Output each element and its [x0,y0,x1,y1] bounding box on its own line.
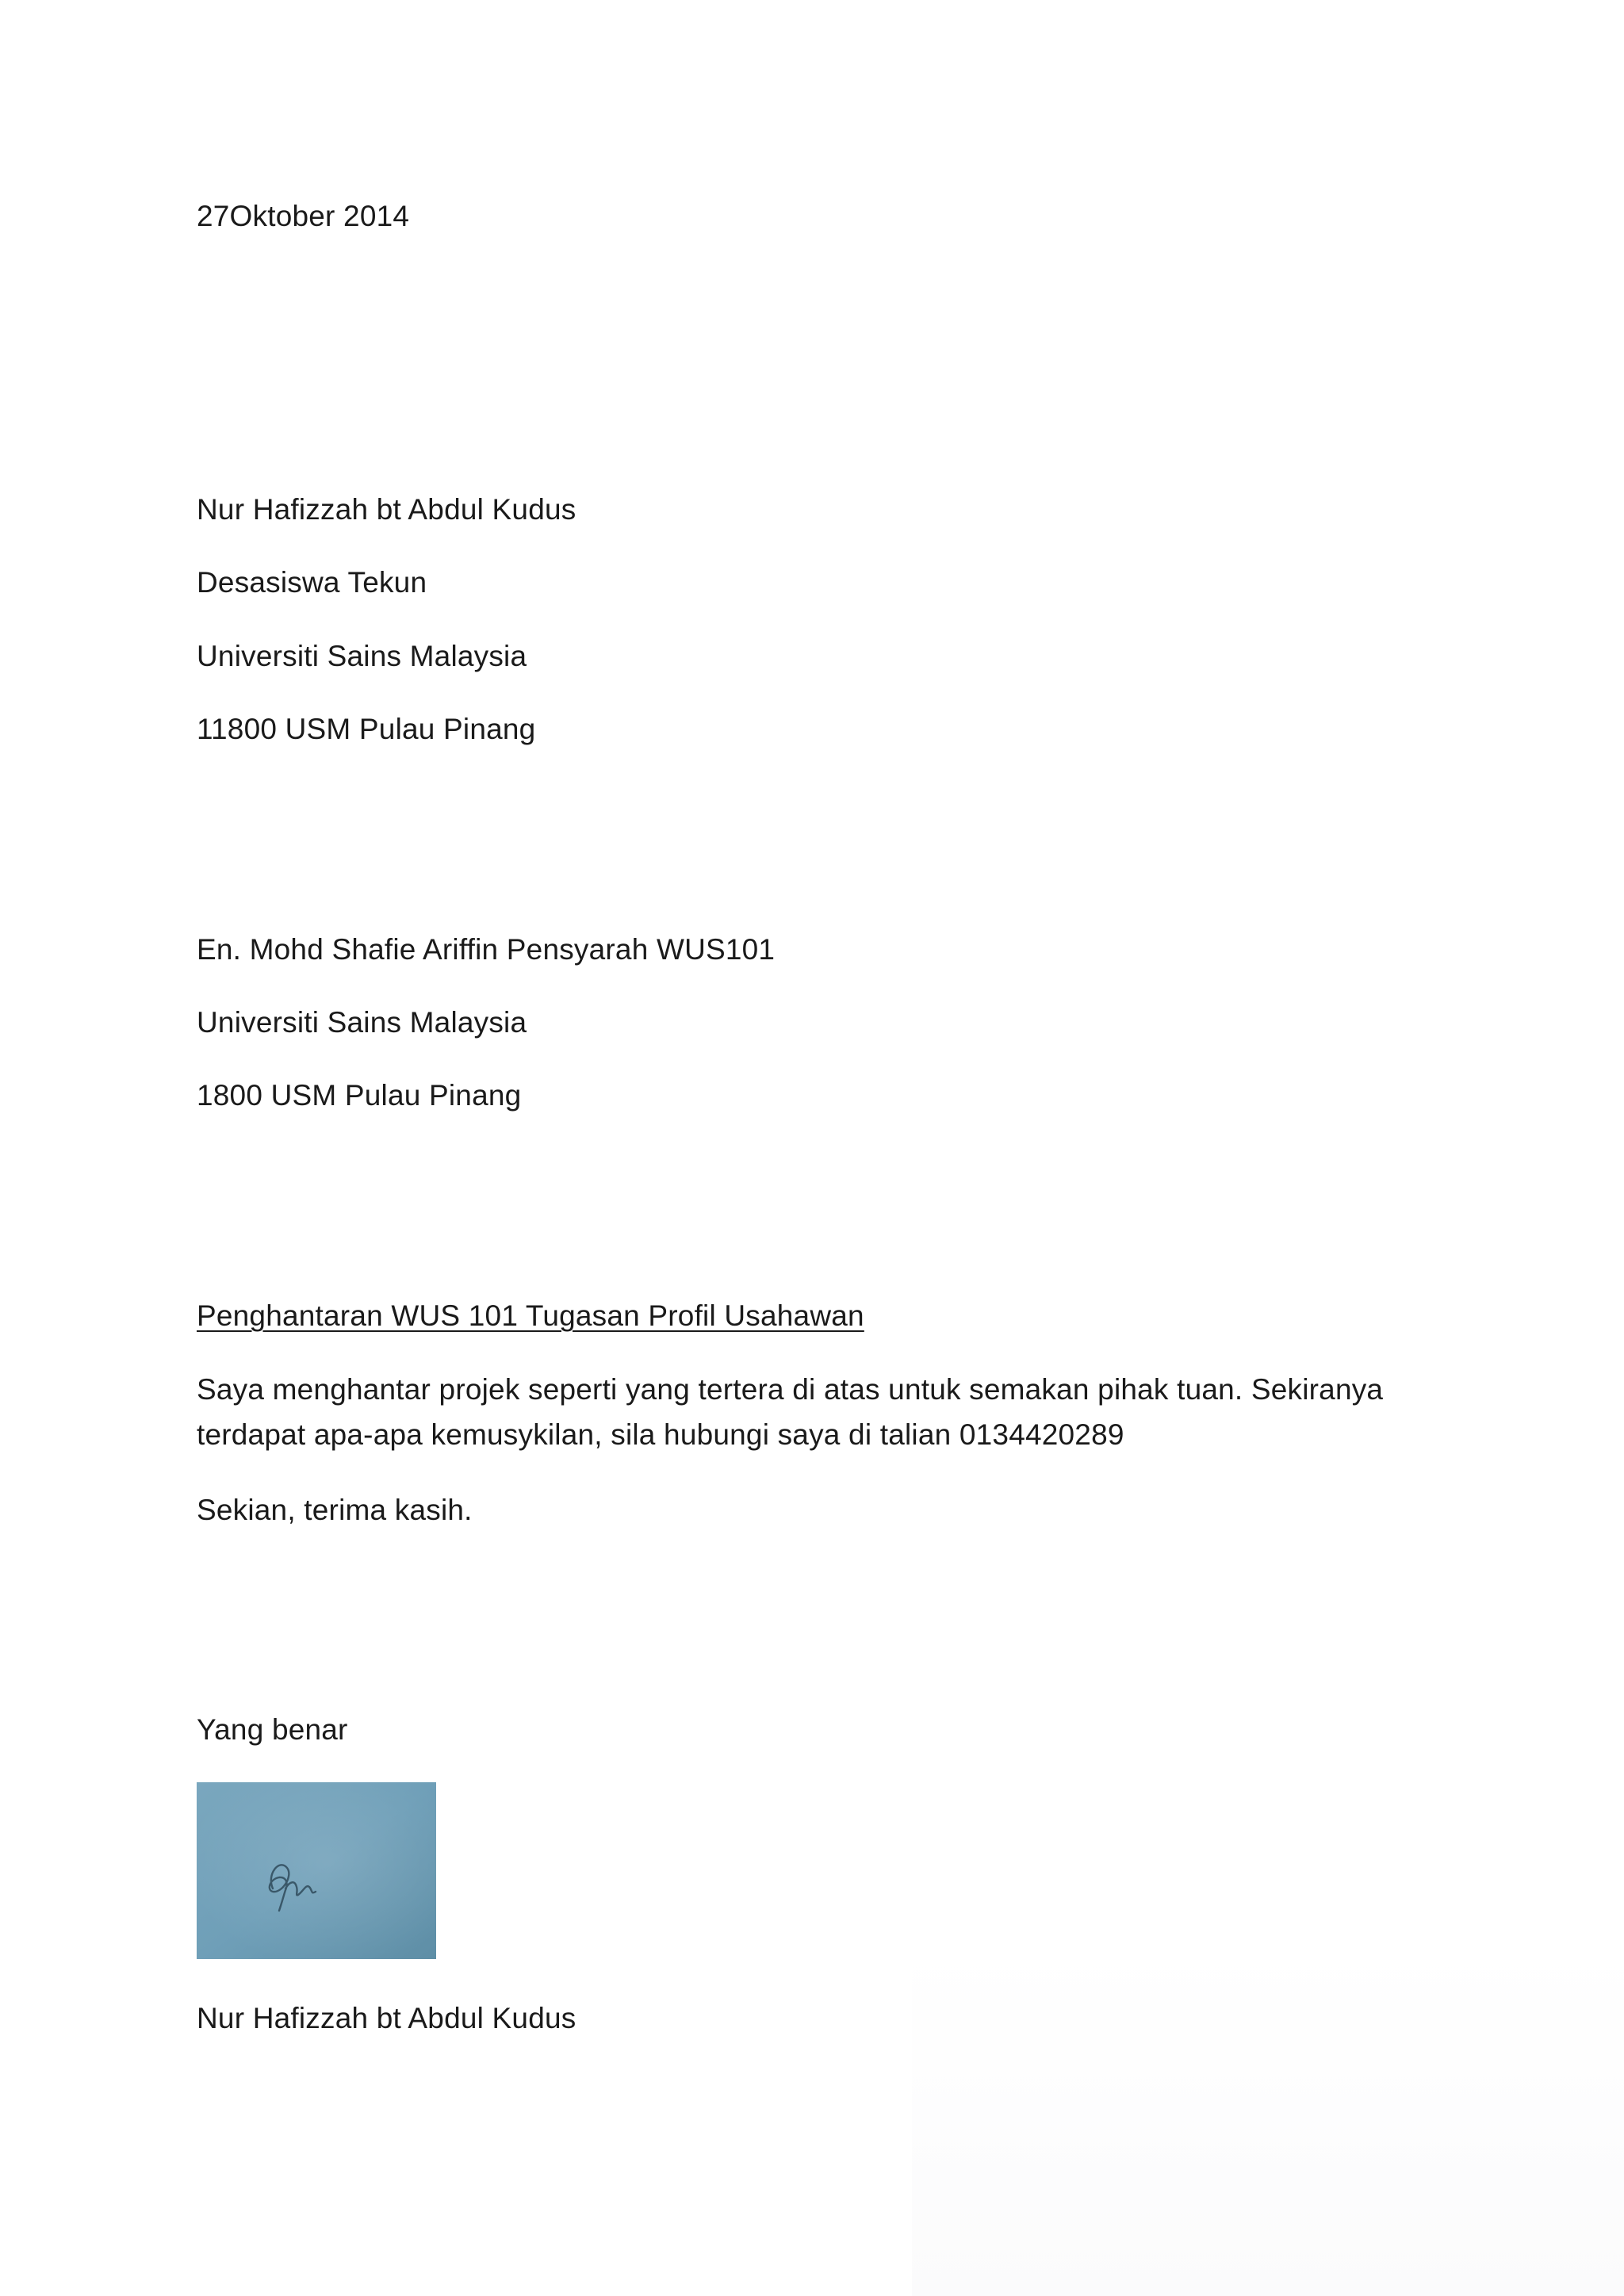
page-shading [912,1942,1624,2296]
handwritten-signature-icon [197,1782,436,1959]
sender-university: Universiti Sains Malaysia [197,640,527,672]
recipient-name: En. Mohd Shafie Ariffin Pensyarah WUS101 [197,933,776,966]
letter-body: Saya menghantar projek seperti yang tertera di atas untuk semakan pihak tuan. Sekiranya terdapat apa-apa kemusykilan, sila hubungi saya di talian 0134420289 [197,1373,1384,1451]
sender-name: Nur Hafizzah bt Abdul Kudus [197,493,576,526]
closing-thanks: Sekian, terima kasih. [197,1494,473,1526]
signature-image [197,1782,436,1959]
letter-subject: Penghantaran WUS 101 Tugasan Profil Usahawan [197,1299,864,1332]
letter-date: 27Oktober 2014 [197,200,410,232]
recipient-university: Universiti Sains Malaysia [197,1006,527,1039]
signatory-name: Nur Hafizzah bt Abdul Kudus [197,2002,576,2034]
sender-postcode: 11800 USM Pulau Pinang [197,713,536,745]
recipient-postcode: 1800 USM Pulau Pinang [197,1079,522,1112]
sender-residence: Desasiswa Tekun [197,566,427,599]
valediction: Yang benar [197,1713,348,1746]
